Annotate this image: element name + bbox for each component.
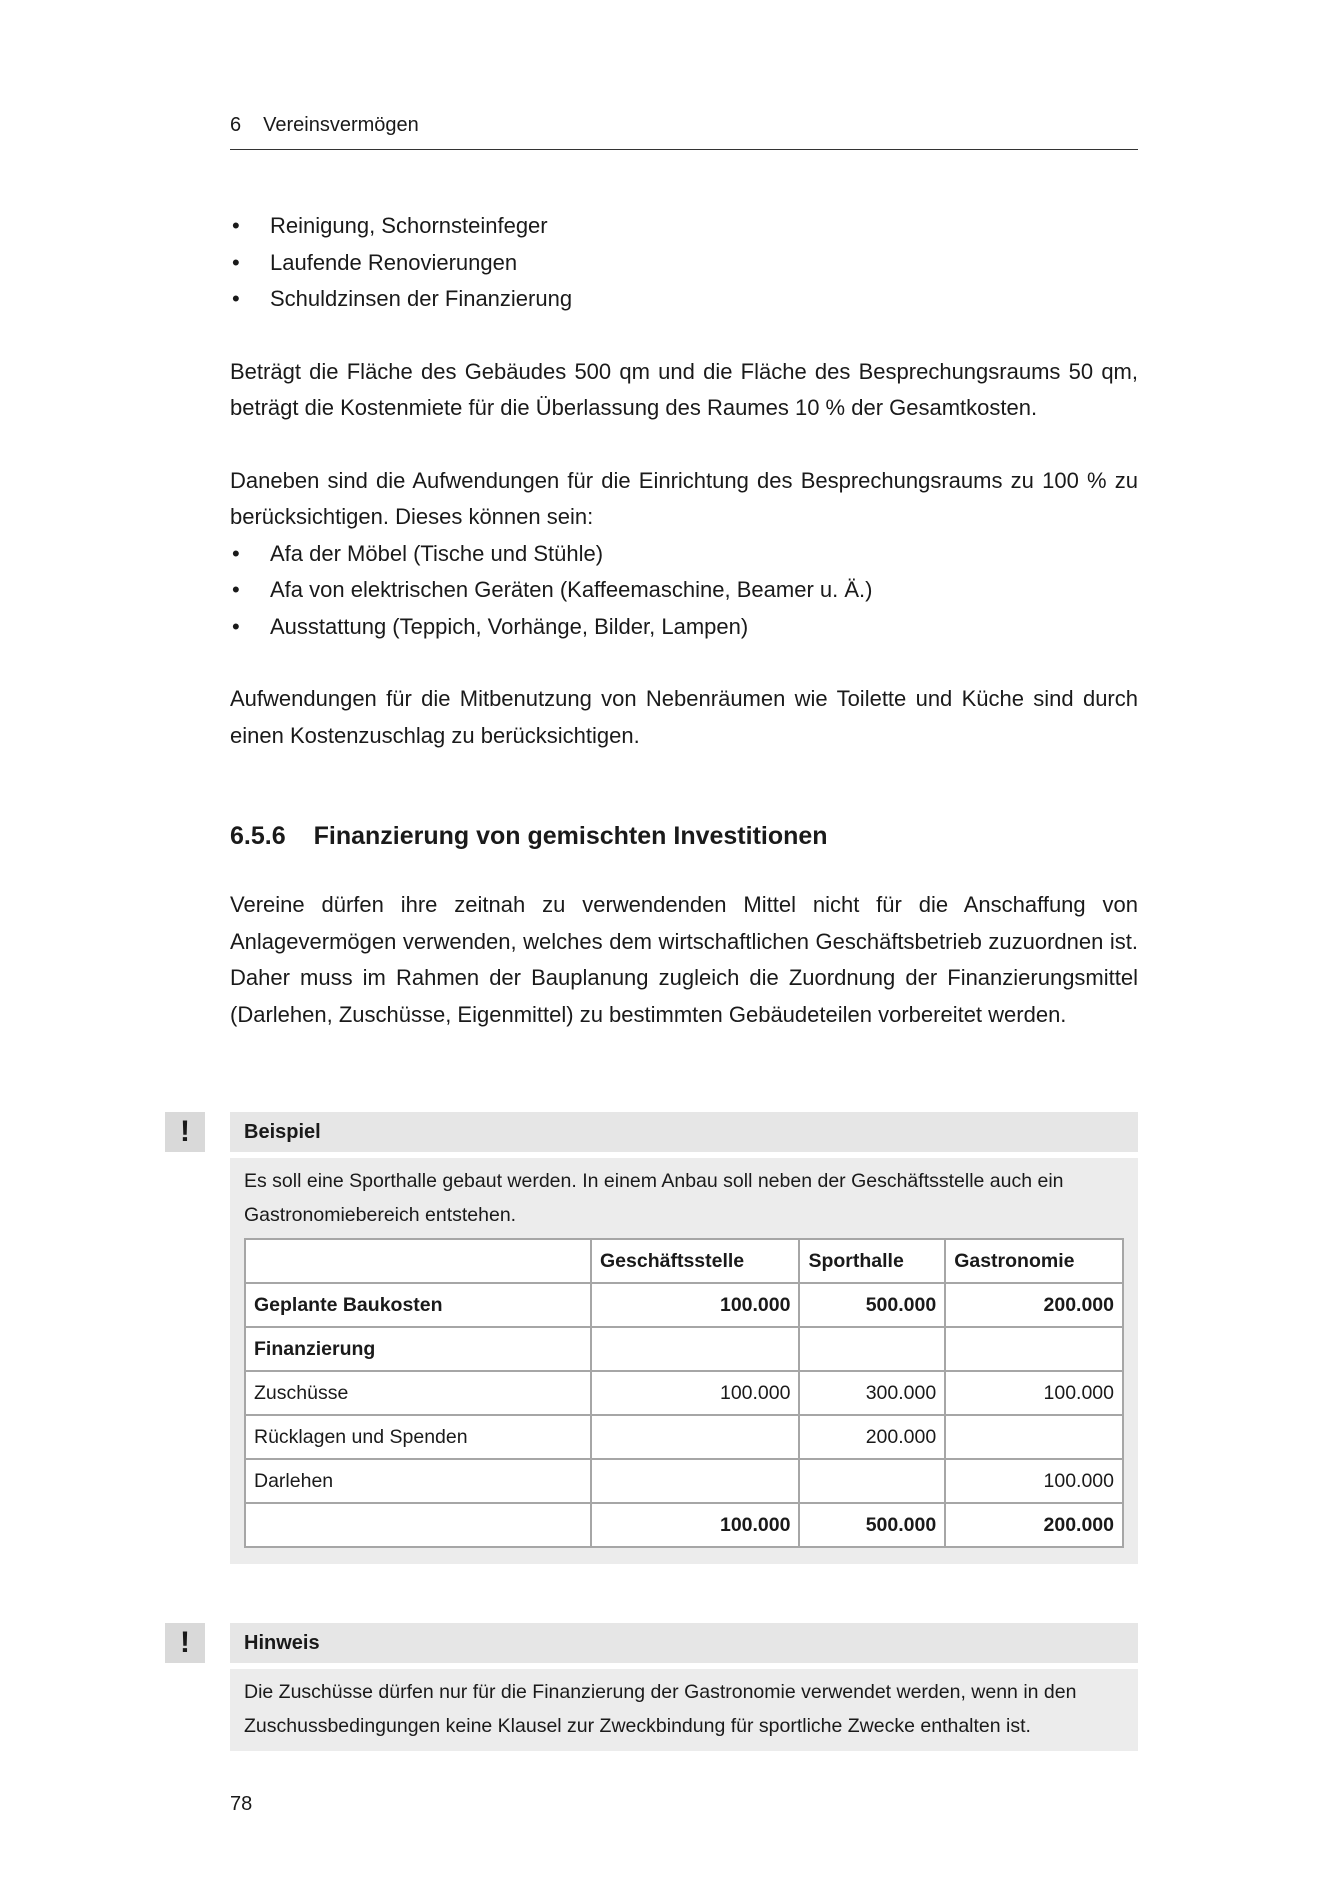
row-label: [245, 1503, 591, 1547]
table-header-row: [245, 1239, 1123, 1283]
table-cell: [799, 1459, 945, 1503]
list-item: [230, 208, 1138, 245]
list-item: [230, 245, 1138, 282]
table-cell: 100.000: [591, 1283, 799, 1327]
example-box: [165, 1112, 1138, 1586]
example-body: [230, 1158, 1138, 1564]
bullet-icon: •: [232, 286, 240, 311]
example-text: Es soll eine Sporthalle gebaut werden. In einem Anbau soll neben der Geschäftsstelle auch ein Gastronomiebereich entstehen.: [244, 1170, 1064, 1226]
table-header-cell: Geschäftsstelle: [591, 1239, 799, 1283]
bullet-list-furnishing: [230, 536, 1138, 646]
table-cell: 100.000: [945, 1459, 1123, 1503]
section-number: 6.5.6: [230, 822, 286, 850]
table-cell: 100.000: [591, 1503, 799, 1547]
row-label: Zuschüsse: [245, 1371, 591, 1415]
main-content: [230, 208, 1138, 1033]
table-cell: [945, 1415, 1123, 1459]
list-item: [230, 572, 1138, 609]
paragraph-side-rooms: Aufwendungen für die Mitbenutzung von Nebenräumen wie Toilette und Küche sind durch einen Kostenzuschlag zu berücksichtigen.: [230, 686, 1138, 748]
table-cell: [591, 1415, 799, 1459]
table-header-cell: Gastronomie: [945, 1239, 1123, 1283]
list-item: [230, 536, 1138, 573]
table-row: [245, 1415, 1123, 1459]
table-row: [245, 1459, 1123, 1503]
example-title: Beispiel: [230, 1112, 1138, 1152]
table-cell: 200.000: [945, 1283, 1123, 1327]
table-cell: [591, 1459, 799, 1503]
bullet-icon: •: [232, 540, 240, 566]
exclamation-icon: !: [165, 1112, 205, 1152]
table-cell: 500.000: [799, 1503, 945, 1547]
financing-table: [244, 1238, 1124, 1548]
list-item-text: Afa von elektrischen Geräten (Kaffeemaschine, Beamer u. Ä.): [270, 577, 873, 602]
note-body: Die Zuschüsse dürfen nur für die Finanzierung der Gastronomie verwendet werden, wenn in den Zuschussbedingungen keine Klausel zur Zweckbindung für sportliche Zwecke enthalten ist.: [230, 1669, 1138, 1751]
list-item: [230, 609, 1138, 646]
row-label: Finanzierung: [245, 1327, 591, 1371]
list-item-text: Schuldzinsen der Finanzierung: [270, 286, 573, 311]
bullet-icon: •: [232, 613, 240, 639]
table-row: [245, 1371, 1123, 1415]
paragraph-cost-rent: Beträgt die Fläche des Gebäudes 500 qm und die Fläche des Besprechungsraums 50 qm, beträgt die Kostenmiete für die Überlassung des Raumes 10 % der Gesamtkosten.: [230, 358, 1138, 420]
chapter-number: 6: [230, 114, 242, 136]
list-item-text: Reinigung, Schornsteinfeger: [270, 213, 548, 238]
table-row: [245, 1283, 1123, 1327]
list-item-text: Ausstattung (Teppich, Vorhänge, Bilder, Lampen): [270, 613, 749, 639]
bullet-list-costs: [230, 208, 1138, 318]
table-cell: 100.000: [945, 1371, 1123, 1415]
table-header-cell: Sporthalle: [799, 1239, 945, 1283]
table-cell: 100.000: [591, 1371, 799, 1415]
row-label: Rücklagen und Spenden: [245, 1415, 591, 1459]
list-item-text: Afa der Möbel (Tische und Stühle): [270, 540, 604, 566]
bullet-icon: •: [232, 577, 240, 602]
row-label: Darlehen: [245, 1459, 591, 1503]
table-cell: [945, 1327, 1123, 1371]
bullet-icon: •: [232, 249, 240, 275]
table-cell: [591, 1327, 799, 1371]
paragraph-furnishing: Daneben sind die Aufwendungen für die Einrichtung des Besprechungsraums zu 100 % zu berücksichtigen. Dieses können sein:: [230, 467, 1138, 529]
table-row: [245, 1327, 1123, 1371]
list-item-text: Laufende Renovierungen: [270, 249, 518, 275]
bullet-icon: •: [232, 213, 240, 238]
table-cell: [799, 1327, 945, 1371]
table-cell: 200.000: [799, 1415, 945, 1459]
note-title: Hinweis: [230, 1623, 1138, 1663]
chapter-title: Vereinsvermögen: [263, 114, 419, 136]
list-item: [230, 281, 1138, 318]
paragraph-financing: Vereine dürfen ihre zeitnah zu verwendenden Mittel nicht für die Anschaffung von Anlagevermögen verwenden, welches dem wirtschaftlichen Geschäftsbetrieb zuzuordnen ist. Daher muss im Rahmen der Bauplanung zugleich die Zuordnung der Finanzierungsmittel (Darlehen, Zuschüsse, Eigenmittel) zu bestimmten Gebäudeteilen vorbereitet werden.: [230, 892, 1138, 1027]
table-cell: 300.000: [799, 1371, 945, 1415]
table-header-cell: [245, 1239, 591, 1283]
table-total-row: [245, 1503, 1123, 1547]
exclamation-icon: !: [165, 1623, 205, 1663]
section-title: Finanzierung von gemischten Investitionen: [313, 822, 828, 850]
table-cell: 200.000: [945, 1503, 1123, 1547]
row-label: Geplante Baukosten: [245, 1283, 591, 1327]
section-heading: [230, 822, 1138, 851]
page-number: 78: [230, 1793, 253, 1815]
table-cell: 500.000: [799, 1283, 945, 1327]
note-box: [165, 1623, 1138, 1749]
running-header: [230, 114, 1138, 150]
